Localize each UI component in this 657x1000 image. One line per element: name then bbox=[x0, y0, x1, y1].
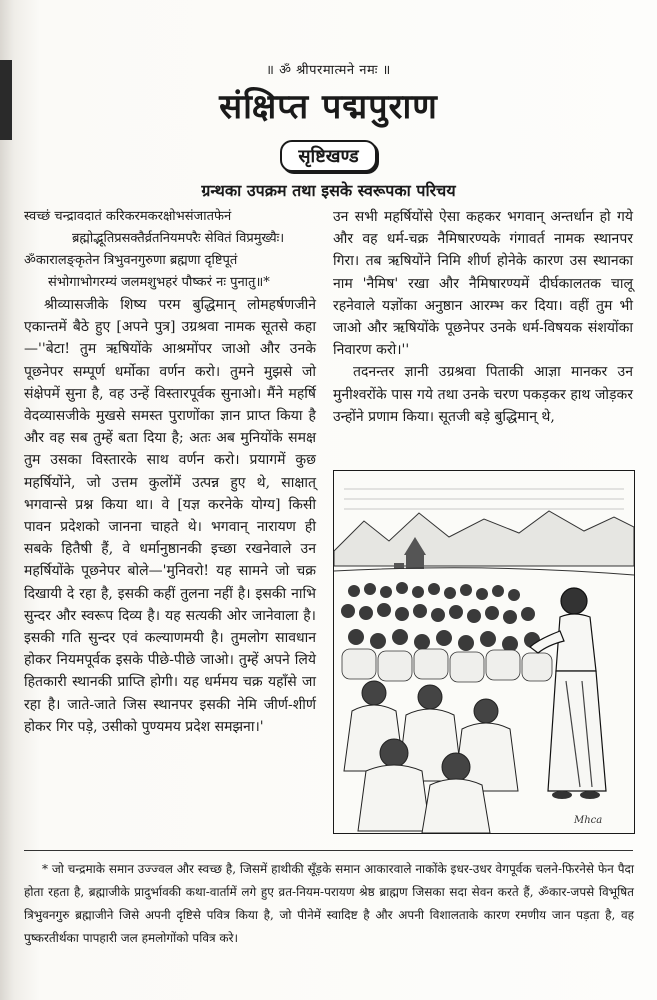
left-column bbox=[24, 206, 316, 738]
verse-line: ॐकारालङ्कृतेन त्रिभुवनगुरुणा ब्रह्मणा दृष्टिपूतं bbox=[24, 253, 238, 268]
page-title: संक्षिप्त पद्मपुराण bbox=[219, 87, 438, 127]
illustration-drawing bbox=[334, 471, 634, 833]
verse-line: स्वच्छं चन्द्रावदातं करिकरमकरक्षोभसंजातफेनं bbox=[24, 209, 232, 224]
section-heading-wrap bbox=[0, 140, 657, 172]
opening-verse bbox=[24, 206, 316, 294]
illustration-sages-assembly bbox=[333, 470, 635, 834]
verse-line: ब्रह्मोद्भूतिप्रसक्तैर्व्रतनियमपरैः सेवितं विप्रमुख्यैः। bbox=[72, 231, 285, 246]
body-paragraph: तदनन्तर ज्ञानी उग्रश्रवा पिताकी आज्ञा मानकर उन मुनीश्वरोंके पास गये तथा उनके चरण पकड़कर हाथ जोड़कर उन्होंने प्रणाम किया। सूतजी बड़े बुद्धिमान् थे, bbox=[333, 364, 633, 425]
invocation: ॥ ॐ श्रीपरमात्मने नमः ॥ bbox=[266, 63, 391, 78]
body-paragraph: श्रीव्यासजीके शिष्य परम बुद्धिमान् लोमहर्षणजीने एकान्तमें बैठे हुए [अपने पुत्र] उग्रश्रवा नामक सूतसे कहा—''बेटा! तुम ऋषियोंके आश्रमोंपर जाओ और उनके पूछनेपर सम्पूर्ण धर्मोका वर्णन करो। तुमने मुझसे जो संक्षेपमें सुना है, वह उन्हें विस्तारपूर्वक सुनाओ। मैंने महर्षि वेदव्यासजीके मुखसे समस्त पुराणोंका ज्ञान प्राप्त किया है और वह सब तुम्हें बता दिया है; अतः अब मुनियोंके समक्ष तुम उसका विस्तारके साथ वर्णन करो। प्रयागमें कुछ महर्षियोंने, जो उत्तम कुलोंमें उत्पन्न हुए थे, साक्षात् भगवान्से प्रश्न किया था। वे [यज्ञ करनेके योग्य] किसी पावन प्रदेशको जानना चाहते थे। भगवान् नारायण ही सबके हितैषी हैं, वे धर्मानुष्ठानकी इच्छा रखनेवाले उन महर्षियोंके पूछनेपर बोले—'मुनिवरो! यह सामने जो चक्र दिखायी दे रहा है, इसकी कहीं तुलना नहीं है। इसकी नाभि सुन्दर और स्वरूप दिव्य है। यह सत्यकी ओर जानेवाला है। इसकी गति सुन्दर एवं कल्याणमयी है। तुमलोग सावधान होकर नियमपूर्वक इसके पीछे-पीछे जाओ। तुम्हें अपने लिये हितकारी स्थानकी प्राप्ति होगी। यह धर्ममय चक्र यहाँसे जा रहा है। जाते-जाते जिस स्थानपर इसकी नेमि जीर्ण-शीर्ण होकर गिर पड़े, उसीको पुण्यमय प्रदेश समझना।' bbox=[24, 297, 316, 735]
footnote: * जो चन्द्रमाके समान उज्ज्वल और स्वच्छ है, जिसमें हाथीकी सूँड़के समान आकारवाले नाकोंके इधर-उधर वेगपूर्वक चलने-फिरनेसे फेन पैदा होता रहता है, ब्रह्माजीके प्रादुर्भावकी कथा-वार्तामें लगे हुए व्रत-नियम-परायण श्रेष्ठ ब्राह्मण जिसका सदा सेवन करते हैं, ॐकार-जपसे विभूषित त्रिभुवनगुरु ब्रह्माजीने जिसे अपनी दृष्टिसे पवित्र किया है, जो पीनेमें स्वादिष्ट है और अपनी विशालताके कारण रमणीय जान पड़ता है, वह पुष्करतीर्थका पापहारी जल हमलोगोंको पवित्र करे। bbox=[24, 862, 634, 945]
verse-line: संभोगाभोगरम्यं जलमशुभहरं पौष्करं नः पुनातु॥* bbox=[48, 275, 270, 290]
illustrator-signature: Mhca bbox=[574, 815, 603, 826]
body-paragraph: उन सभी महर्षियोंसे ऐसा कहकर भगवान् अन्तर्धान हो गये और वह धर्म-चक्र नैमिषारण्यके गंगावर्त नामक स्थानपर गिरा। तब ऋषियोंने निमि शीर्ण होनेके कारण उस स्थानका नाम 'नैमिष' रखा और नैमिषारण्यमें दीर्घकालतक चालू रहनेवाले यज्ञोंका अनुष्ठान आरम्भ कर दिया। वहीं तुम भी जाओ और ऋषियोंके पूछनेपर उनके धर्म-विषयक संशयोंका निवारण करो।'' bbox=[333, 209, 633, 359]
right-column bbox=[333, 206, 633, 428]
chapter-subtitle: ग्रन्थका उपक्रम तथा इसके स्वरूपका परिचय bbox=[201, 181, 456, 200]
section-heading: सृष्टिखण्ड bbox=[280, 140, 376, 172]
footnote-divider bbox=[24, 850, 633, 851]
